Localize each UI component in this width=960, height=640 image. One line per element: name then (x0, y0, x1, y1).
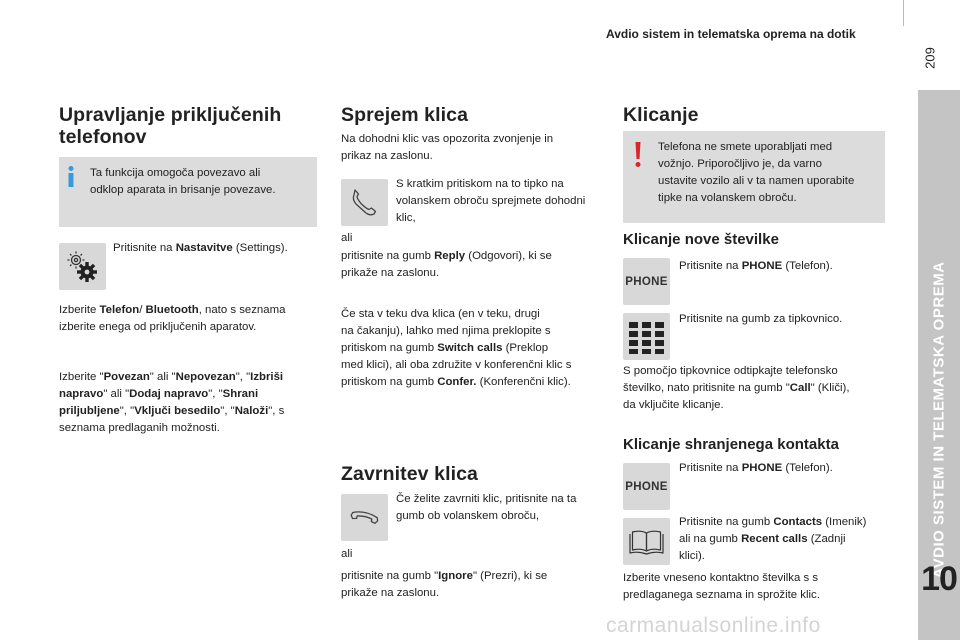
info-icon (64, 165, 78, 194)
two-calls-text: Če sta v teku dva klica (en v teku, drugi na čakanju), lahko med njima preklopite s pritiskom na gumb Switch calls (Preklop med klici), ali oba združite v konferenčni klic s pritiskom na gumb Confer. (Konferenčni klic). (341, 308, 572, 388)
paragraph-options: Izberite "Povezan" ali "Nepovezan", "Izbriši napravo" ali "Dodaj napravo", "Shrani priljubljene", "Vključi besedilo", "Naloži", s seznama predlaganih možnosti. (59, 371, 285, 434)
section-title-calling: Klicanje (623, 104, 699, 126)
press-phone-text-1: Pritisnite na PHONE (Telefon). (679, 260, 833, 272)
select-contact-text: Izberite vneseno kontaktno številka s s predlaganega seznama in sprožite klic. (623, 572, 820, 601)
paragraph-select-phone: Izberite Telefon/ Bluetooth, nato s seznama izberite enega od priključenih aparatov. (59, 304, 286, 333)
or-text-2: ali (341, 548, 353, 560)
press-phone-text-2: Pritisnite na PHONE (Telefon). (679, 462, 833, 474)
settings-gears-icon (59, 243, 106, 290)
settings-icon-box (59, 243, 106, 290)
running-header: Avdio sistem in telematska oprema na dotik (606, 27, 856, 41)
warning-text: Telefona ne smete uporabljati med vožnjo. Priporočljivo je, da varno ustavite vozilo ali v ta namen uporabite tipke na volanskem obroču. (658, 141, 855, 204)
subsection-saved-contact: Klicanje shranjenega kontakta (623, 436, 839, 453)
subsection-new-number: Klicanje nove številke (623, 231, 779, 248)
ignore-text: pritisnite na gumb "Ignore" (Prezri), ki se prikaže na zaslonu. (341, 570, 548, 599)
info-text: Ta funkcija omogoča povezavo ali odklop aparata in brisanje povezave. (90, 167, 276, 196)
warning-exclamation-icon (633, 142, 643, 173)
header-divider (903, 0, 904, 26)
watermark: carmanualsonline.info (606, 614, 821, 637)
chapter-side-tab-label: AVDIO SISTEM IN TELEMATSKA OPREMA (930, 261, 948, 579)
section-title-end-call: Zavrnitev klica (341, 463, 478, 485)
steering-wheel-button-box (341, 179, 388, 226)
keypad-icon (623, 313, 670, 360)
short-press-text: S kratkim pritiskom na to tipko na volanskem obroču sprejmete dohodni klic, (396, 178, 586, 224)
keypad-button-box (623, 313, 670, 360)
phone-button-box-2 (623, 463, 670, 510)
section-title-manage-phones: Upravljanje priključenih telefonov (59, 104, 282, 148)
receive-intro: Na dohodni klic vas opozorita zvonjenje in prikaz na zaslonu. (341, 133, 554, 162)
handset-icon (341, 179, 388, 226)
settings-instruction: Pritisnite na Nastavitve (Settings). (113, 242, 288, 254)
or-text-1: ali (341, 232, 353, 244)
phone-button-label: PHONE (625, 275, 668, 288)
keypad-text: Pritisnite na gumb za tipkovnico. (679, 313, 843, 325)
end-call-text: Če želite zavrniti klic, pritisnite na ta gumb ob volanskem obroču, (396, 493, 577, 522)
open-book-icon (623, 518, 670, 565)
contacts-text: Pritisnite na gumb Contacts (Imenik) ali na gumb Recent calls (Zadnji klici). (679, 516, 867, 562)
phone-button-label: PHONE (625, 480, 668, 493)
end-call-button-box (341, 494, 388, 541)
hang-up-icon (341, 494, 388, 541)
chapter-number: 10 (921, 560, 957, 598)
phone-button-box-1 (623, 258, 670, 305)
contacts-button-box (623, 518, 670, 565)
page-number: 209 (922, 47, 938, 69)
dial-text: S pomočjo tipkovnice odtipkajte telefonsko številko, nato pritisnite na gumb "Call" (Kliči), da vključite klicanje. (623, 365, 850, 411)
section-title-receive-call: Sprejem klica (341, 104, 469, 126)
reply-text: pritisnite na gumb Reply (Odgovori), ki se prikaže na zaslonu. (341, 250, 552, 279)
